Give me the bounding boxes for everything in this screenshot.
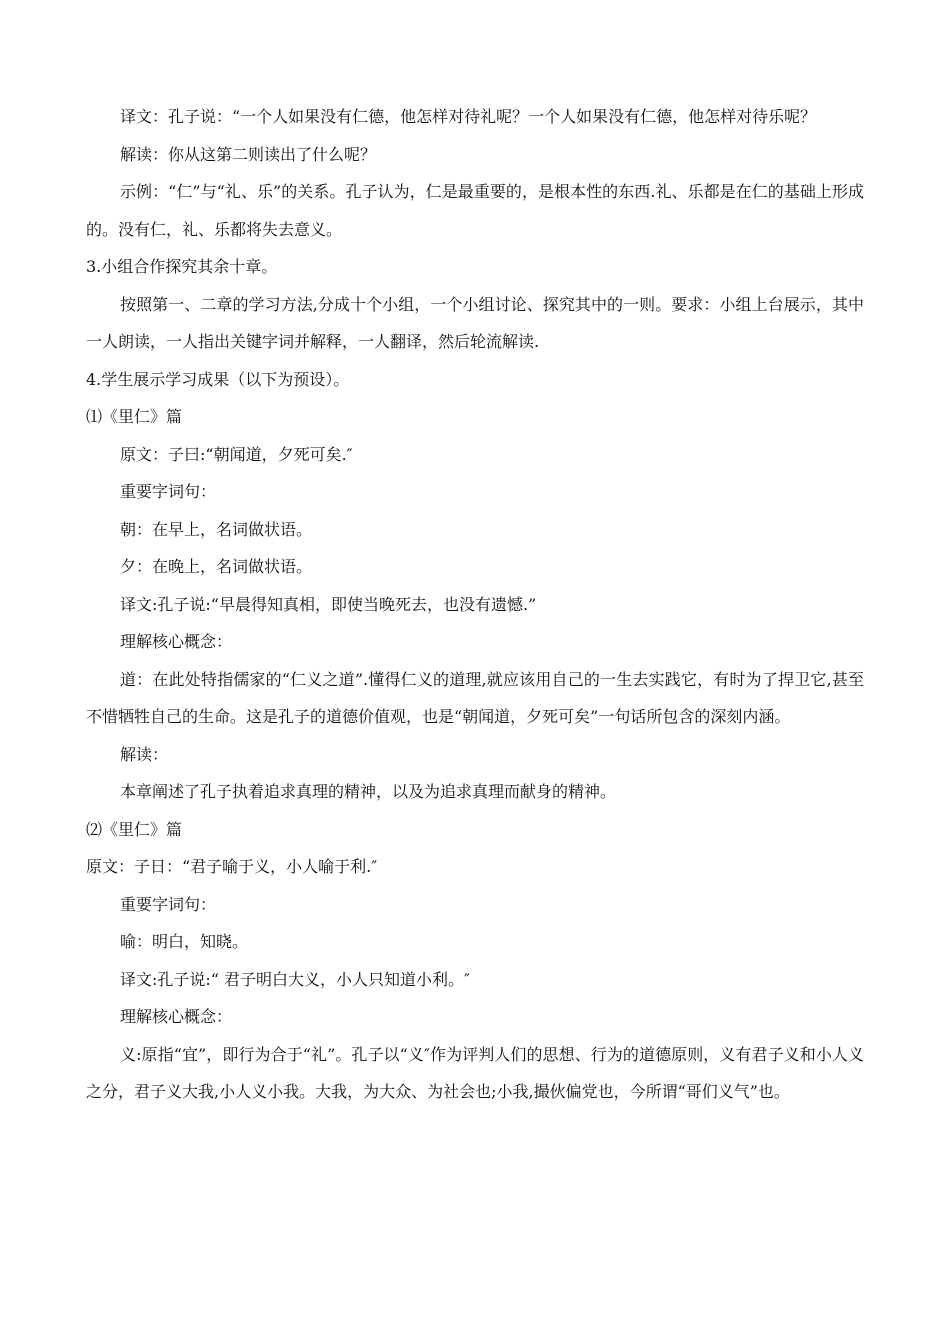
example-paragraph: 示例：“仁”与“礼、乐”的关系。孔子认为，仁是最重要的，是根本性的东西.礼、乐都是在仁的基础上形成的。没有仁，礼、乐都将失去意义。 — [86, 182, 864, 239]
translation-paragraph-1: 译文：孔子说：“一个人如果没有仁德，他怎样对待礼呢？一个人如果没有仁德，他怎样对待乐呢？ — [120, 107, 817, 126]
key-word-xi: 夕：在晚上，名词做状语。 — [120, 557, 313, 576]
interpretation-label-1: 解读： — [120, 744, 169, 764]
original-text-1: 原文：子曰:“朝闻道，夕死可矣.″ — [120, 444, 353, 464]
section-heading-3: 3.小组合作探究其余十章。 — [86, 257, 278, 276]
subsection-heading-1: ⑴《里仁》篇 — [86, 407, 183, 426]
key-word-zhao: 朝：在早上，名词做状语。 — [120, 519, 313, 539]
section-heading-4: 4.学生展示学习成果（以下为预设）。 — [86, 369, 350, 389]
core-concept-dao: 道：在此处特指儒家的“仁义之道”.懂得仁义的道理,就应该用自己的一生去实践它，有时为了捍卫它,甚至不惜牺牲自己的生命。这是孔子的道德价值观，也是“朝闻道，夕死可矣”一句话所包含的深刻内涵。 — [86, 669, 864, 726]
key-word-yu: 喻：明白，知晓。 — [120, 932, 249, 951]
interpretation-question: 解读：你从这第二则读出了什么呢？ — [120, 144, 377, 164]
translation-paragraph-2: 译文:孔子说:“早晨得知真相，即使当晚死去，也没有遗憾.” — [120, 594, 537, 614]
subsection-heading-2: ⑵《里仁》篇 — [86, 819, 183, 839]
group-task-paragraph: 按照第一、二章的学习方法,分成十个小组，一个小组讨论、探究其中的一则。要求：小组上台展示，其中一人朗读，一人指出关键字词并解释，一人翻译，然后轮流解读. — [86, 294, 864, 351]
core-concept-yi: 义:原指“宜”，即行为合于“礼”。孔子以“义″作为评判人们的思想、行为的道德原则，义有君子义和小人义之分，君子义大我,小人义小我。大我，为大众、为社会也;小我,撮伙偏党也，今所谓“哥们义气”也。 — [86, 1044, 864, 1101]
translation-paragraph-3: 译文:孔子说:“ 君子明白大义，小人只知道小利。″ — [120, 969, 471, 989]
interpretation-paragraph-1: 本章阐述了孔子执着追求真理的精神，以及为追求真理而献身的精神。 — [120, 782, 617, 801]
original-text-2: 原文：子日：“君子喻于义，小人喻于利.″ — [86, 857, 378, 876]
key-words-label-2: 重要字词句： — [120, 894, 217, 914]
core-concept-label-1: 理解核心概念： — [120, 632, 233, 651]
core-concept-label-2: 理解核心概念： — [120, 1007, 233, 1026]
key-words-label-1: 重要字词句： — [120, 482, 217, 501]
